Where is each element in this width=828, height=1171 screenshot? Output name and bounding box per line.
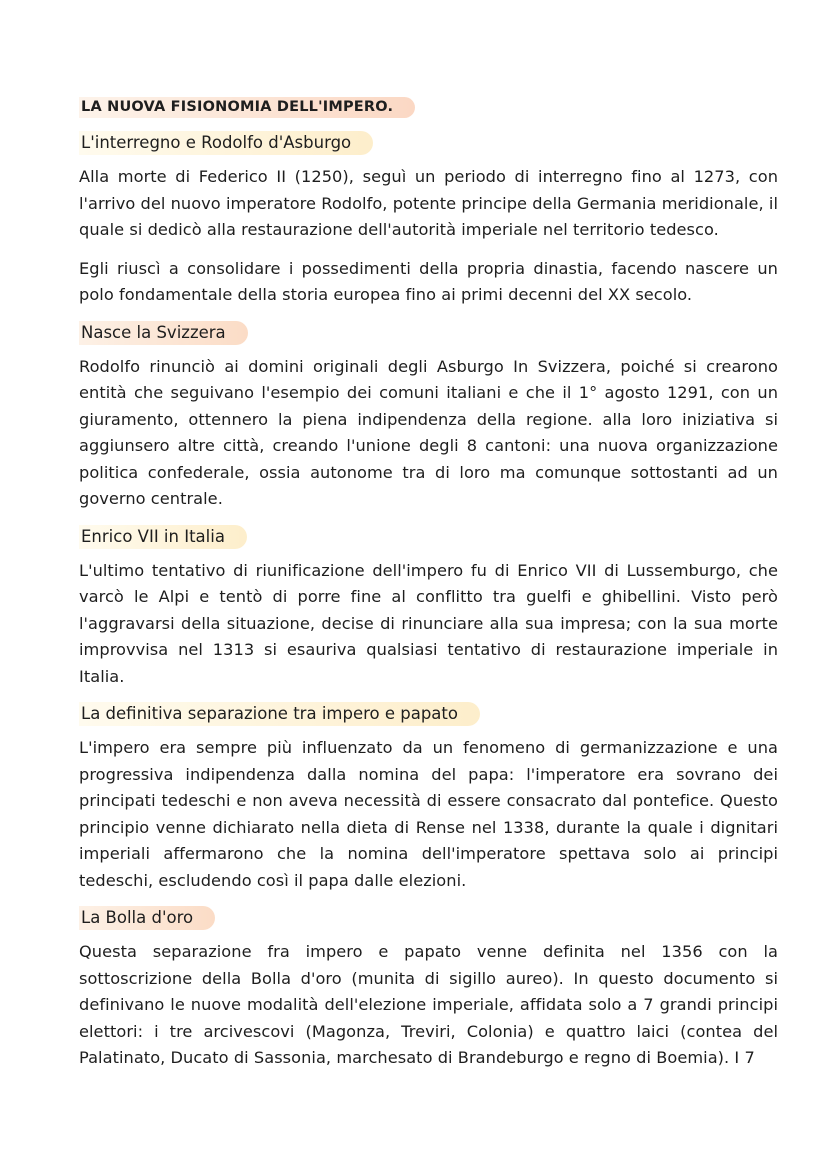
paragraph: Questa separazione fra impero e papato venne definita nel 1356 con la sottoscrizione della Bolla d'oro (munita di sigillo aureo). In questo documento si definivano le nuove modalità dell'elezione imperiale, affidata solo a 7 grandi principi elettori: i tre arcivescovi (Magonza, Treviri, Colonia) e quattro laici (contea del Palatinato, Ducato di Sassonia, marchesato di Brandeburgo e regno di Boemia). I 7 [79, 942, 778, 1067]
section-separazione [79, 702, 778, 894]
section-interregno [79, 131, 778, 309]
paragraph: Alla morte di Federico II (1250), seguì un periodo di interregno fino al 1273, con l'arrivo del nuovo imperatore Rodolfo, potente principe della Germania meridionale, il quale si dedicò alla restaurazione dell'autorità imperiale nel territorio tedesco. [79, 167, 778, 239]
section-heading: Nasce la Svizzera [79, 321, 248, 345]
section-heading: La definitiva separazione tra impero e papato [79, 702, 480, 726]
page-title: LA NUOVA FISIONOMIA DELL'IMPERO. [79, 97, 415, 118]
paragraph: L'impero era sempre più influenzato da un fenomeno di germanizzazione e una progressiva indipendenza dalla nomina del papa: l'imperatore era sovrano dei principati tedeschi e non aveva necessità di essere consacrato dal pontefice. Questo principio venne dichiarato nella dieta di Rense nel 1338, durante la quale i dignitari imperiali affermarono che la nomina dell'imperatore spettava solo ai principi tedeschi, escludendo così il papa dalle elezioni. [79, 738, 778, 890]
section-heading: Enrico VII in Italia [79, 525, 247, 549]
section-heading: La Bolla d'oro [79, 906, 215, 930]
section-heading: L'interregno e Rodolfo d'Asburgo [79, 131, 373, 155]
paragraph: Egli riuscì a consolidare i possedimenti della propria dinastia, facendo nascere un polo fondamentale della storia europea fino ai primi decenni del XX secolo. [79, 258, 778, 304]
section-bolla-doro [79, 906, 778, 1072]
paragraph: L'ultimo tentativo di riunificazione dell'impero fu di Enrico VII di Lussemburgo, che varcò le Alpi e tentò di porre fine al conflitto tra guelfi e ghibellini. Visto però l'aggravarsi della situazione, decise di rinunciare alla sua impresa; con la sua morte improvvisa nel 1313 si esauriva qualsiasi tentativo di restaurazione imperiale in Italia. [79, 560, 778, 686]
section-svizzera [79, 321, 778, 513]
section-enrico-vii [79, 525, 778, 691]
paragraph: Rodolfo rinunciò ai domini originali degli Asburgo In Svizzera, poiché si crearono entità che seguivano l'esempio dei comuni italiani e che il 1° agosto 1291, con un giuramento, ottennero la piena indipendenza della regione. alla loro iniziativa si aggiunsero altre città, creando l'unione degli 8 cantoni: una nuova organizzazione politica confederale, ossia autonome tra di loro ma comunque sottostanti ad un governo centrale. [79, 356, 778, 508]
